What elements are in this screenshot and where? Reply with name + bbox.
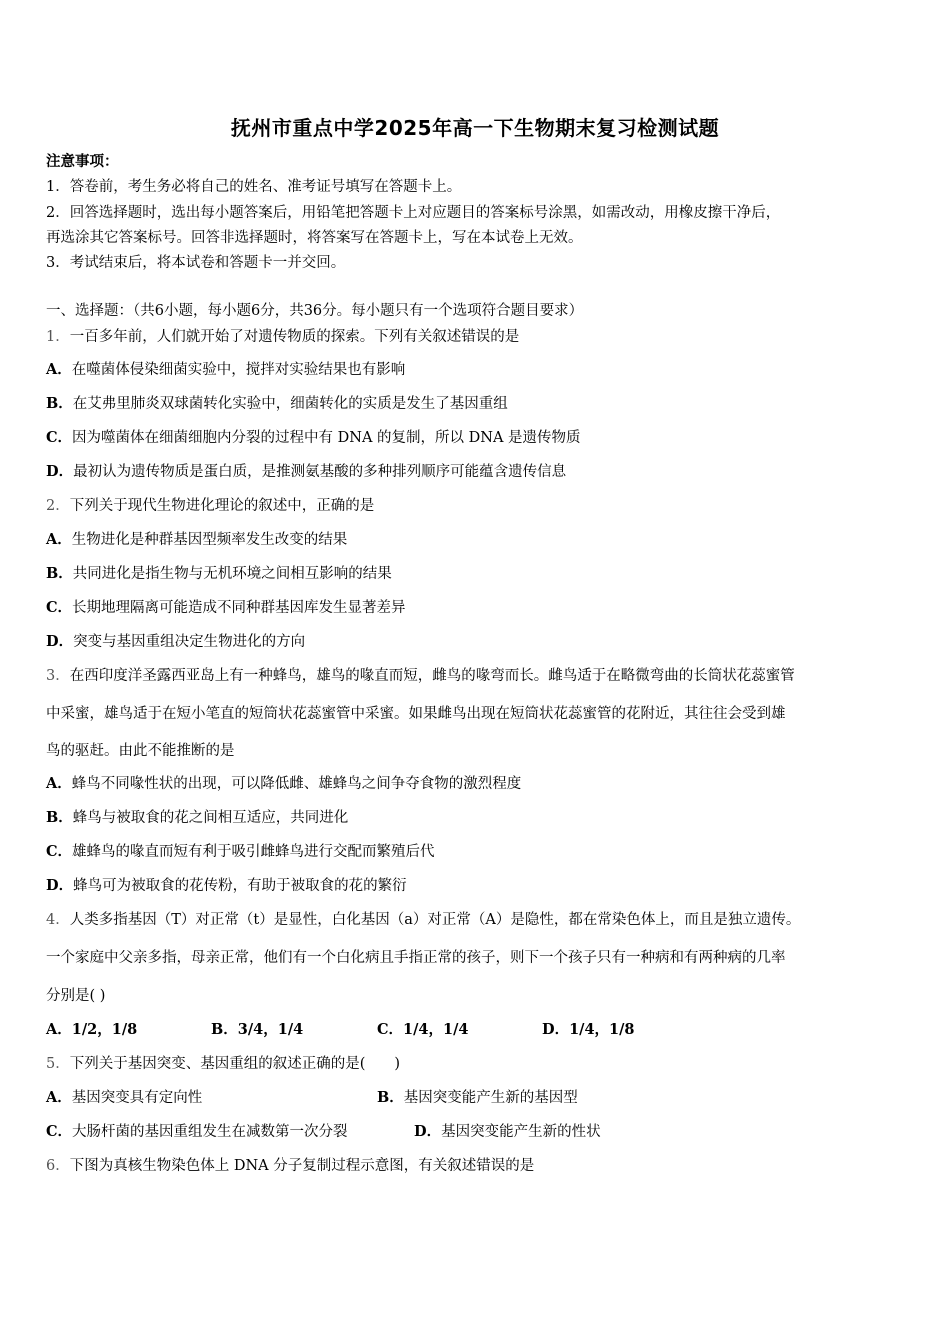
option-letter: C． [46, 1123, 73, 1140]
option-text: 基因突变能产生新的基因型 [403, 1090, 578, 1106]
option-text: 雄蜂鸟的喙直而短有利于吸引雌蜂鸟进行交配而繁殖后代 [72, 844, 435, 860]
question-text: 一百多年前，人们就开始了对遗传物质的探索。下列有关叙述错误的是 [69, 329, 520, 345]
option-letter: B． [377, 1089, 404, 1106]
question-4-option-a: A．1/2，1/8 [46, 1021, 138, 1038]
question-2-option-a [46, 530, 347, 550]
option-text: 最初认为遗传物质是蛋白质，是推测氨基酸的多种排列顺序可能蕴含遗传信息 [73, 464, 567, 480]
option-letter: D． [46, 633, 74, 650]
question-5-stem [46, 1054, 400, 1074]
option-text: 共同进化是指生物与无机环境之间相互影响的结果 [72, 566, 392, 582]
notice-heading: 注意事项： [46, 153, 119, 170]
option-text: 在噬菌体侵染细菌实验中，搅拌对实验结果也有影响 [71, 362, 406, 378]
notice-item-3: 3．考试结束后，将本试卷和答题卡一并交回。 [46, 255, 346, 271]
option-text: 长期地理隔离可能造成不同种群基因库发生显著差异 [72, 600, 406, 616]
question-3-option-c [46, 842, 435, 862]
option-letter: B． [46, 809, 73, 826]
notice-item-2: 2．回答选择题时，选出每小题答案后，用铅笔把答题卡上对应题目的答案标号涂黑，如需改动，用橡皮擦干净后， [46, 205, 781, 221]
question-4-option-b: B．3/4，1/4 [211, 1021, 304, 1038]
question-3-stem-line-3: 鸟的驱赶。由此不能推断的是 [46, 743, 235, 759]
section-heading: 一、选择题：（共6小题，每小题6分，共36分。每小题只有一个选项符合题目要求） [46, 303, 584, 319]
question-1-option-a [46, 360, 405, 380]
option-letter: A． [46, 531, 72, 548]
question-text: 人类多指基因（T）对正常（t）是显性，白化基因（a）对正常（A）是隐性，都在常染色体上，而且是独立遗传。 [69, 912, 801, 928]
option-text: 蜂鸟不同喙性状的出现，可以降低雌、雄蜂鸟之间争夺食物的激烈程度 [71, 776, 522, 792]
option-text: 大肠杆菌的基因重组发生在减数第一次分裂 [72, 1124, 348, 1140]
question-5-option-d [414, 1122, 601, 1142]
question-number: 3． [46, 668, 70, 684]
question-3-option-d [46, 876, 407, 896]
option-text: 生物进化是种群基因型频率发生改变的结果 [71, 532, 348, 548]
option-letter: C． [46, 429, 73, 446]
option-text: 基因突变能产生新的性状 [441, 1124, 601, 1140]
question-text: 下列关于基因突变、基因重组的叙述正确的是( ) [69, 1056, 401, 1072]
option-text: 蜂鸟与被取食的花之间相互适应，共同进化 [72, 810, 349, 826]
question-5-option-c [46, 1122, 348, 1142]
option-letter: B． [46, 395, 73, 412]
question-3-stem [46, 666, 795, 686]
question-3-stem-line-2: 中采蜜，雄鸟适于在短小笔直的短筒状花蕊蜜管中采蜜。如果雌鸟出现在短筒状花蕊蜜管的花附近，其往往会受到雄 [46, 706, 786, 722]
question-text: 在西印度洋圣露西亚岛上有一种蜂鸟，雄鸟的喙直而短，雌鸟的喙弯而长。雌鸟适于在略微弯曲的长筒状花蕊蜜管 [69, 668, 795, 684]
question-1-option-c [46, 428, 581, 448]
option-letter: D． [414, 1123, 442, 1140]
question-4-stem-line-3: 分别是( ) [46, 988, 106, 1004]
question-number: 1． [46, 329, 70, 345]
question-4-stem-line-2: 一个家庭中父亲多指，母亲正常，他们有一个白化病且手指正常的孩子，则下一个孩子只有一种病和有两种病的几率 [46, 950, 786, 966]
option-letter: C． [46, 843, 73, 860]
option-letter: A． [46, 1089, 72, 1106]
notice-item-2-cont: 再选涂其它答案标号。回答非选择题时，将答案写在答题卡上，写在本试卷上无效。 [46, 230, 583, 246]
option-letter: A． [46, 775, 72, 792]
question-number: 6． [46, 1158, 70, 1174]
option-letter: D． [46, 877, 74, 894]
question-2-option-b [46, 564, 392, 584]
option-text: 突变与基因重组决定生物进化的方向 [73, 634, 306, 650]
option-text: 基因突变具有定向性 [71, 1090, 203, 1106]
question-text: 下列关于现代生物进化理论的叙述中，正确的是 [69, 498, 375, 514]
page-title: 抚州市重点中学2025年高一下生物期末复习检测试题 [230, 116, 720, 140]
question-6-stem [46, 1156, 534, 1176]
question-1-option-d [46, 462, 566, 482]
question-1-option-b [46, 394, 508, 414]
question-4-option-d: D．1/4，1/8 [542, 1021, 635, 1038]
option-letter: B． [46, 565, 73, 582]
option-text: 在艾弗里肺炎双球菌转化实验中，细菌转化的实质是发生了基因重组 [72, 396, 508, 412]
option-text: 因为噬菌体在细菌细胞内分裂的过程中有 DNA 的复制，所以 DNA 是遗传物质 [72, 430, 581, 446]
question-4-option-c: C．1/4，1/4 [377, 1021, 469, 1038]
option-letter: C． [46, 599, 73, 616]
question-5-option-b [377, 1088, 578, 1108]
question-4-stem [46, 910, 800, 930]
option-letter: A． [46, 361, 72, 378]
option-text: 蜂鸟可为被取食的花传粉，有助于被取食的花的繁衍 [73, 878, 407, 894]
question-number: 2． [46, 498, 70, 514]
notice-item-1: 1．答卷前，考生务必将自己的姓名、准考证号填写在答题卡上。 [46, 179, 462, 195]
question-2-stem [46, 496, 374, 516]
question-2-option-c [46, 598, 406, 618]
question-3-option-a [46, 774, 521, 794]
question-5-option-a [46, 1088, 202, 1108]
question-1-stem [46, 327, 519, 347]
question-text: 下图为真核生物染色体上 DNA 分子复制过程示意图，有关叙述错误的是 [69, 1158, 535, 1174]
question-2-option-d [46, 632, 305, 652]
question-number: 4． [46, 912, 70, 928]
question-number: 5． [46, 1056, 70, 1072]
question-3-option-b [46, 808, 348, 828]
option-letter: D． [46, 463, 74, 480]
